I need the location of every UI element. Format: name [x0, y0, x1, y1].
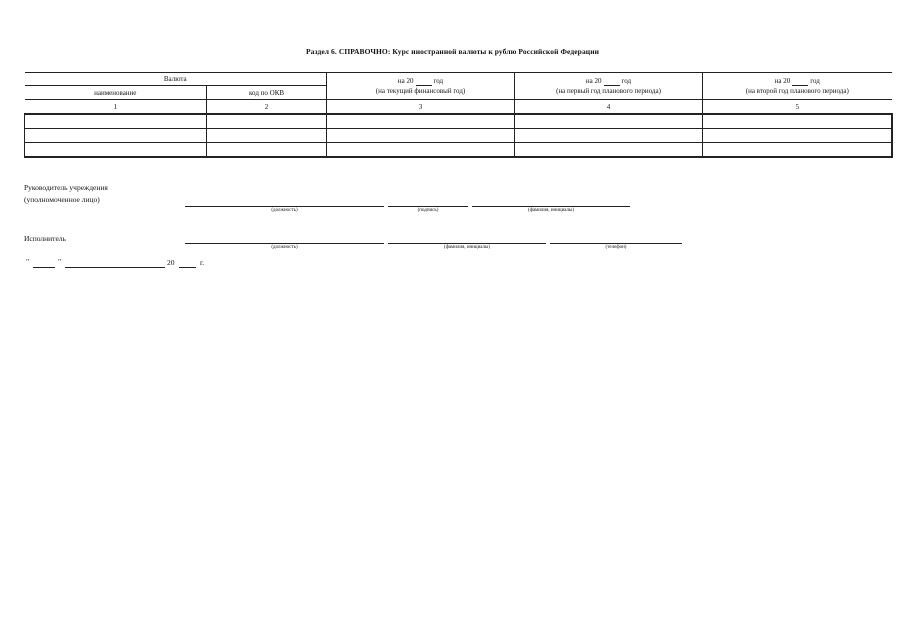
col4-suffix: год	[621, 77, 632, 85]
head-name-line[interactable]	[472, 206, 630, 207]
table-cell[interactable]	[703, 114, 892, 129]
currency-header: Валюта	[25, 73, 327, 86]
col-number: 4	[515, 100, 703, 115]
exec-phone-caption: (телефон)	[605, 245, 627, 250]
exec-position-caption: (должность)	[271, 245, 298, 250]
currency-rate-table	[24, 72, 893, 158]
table-cell[interactable]	[515, 143, 703, 158]
exec-name-line[interactable]	[388, 243, 546, 244]
head-position-caption: (должность)	[271, 208, 298, 213]
date-month-line[interactable]	[65, 267, 165, 268]
table-cell[interactable]	[25, 114, 207, 129]
table-row	[25, 114, 892, 129]
table-cell[interactable]	[703, 143, 892, 158]
table-row	[25, 129, 892, 143]
section-title: Раздел 6. СПРАВОЧНО: Курс иностранной валюты к рублю Российской Федерации	[305, 47, 600, 56]
head-label: Руководитель учреждения	[24, 183, 108, 192]
year-blank	[604, 78, 620, 86]
table-cell[interactable]	[207, 129, 327, 143]
col5-prefix: на 20	[774, 77, 791, 85]
exec-name-caption: (фамилия, инициалы)	[443, 245, 491, 250]
head-name-caption: (фамилия, инициалы)	[527, 208, 575, 213]
col-number: 5	[703, 100, 892, 115]
date-year-suffix: г.	[200, 258, 205, 267]
year-blank	[792, 78, 808, 86]
executor-label: Исполнитель	[24, 234, 66, 243]
date-quote-open: "	[26, 257, 30, 266]
exec-position-line[interactable]	[185, 243, 384, 244]
col-number: 2	[207, 100, 327, 115]
col-number: 1	[25, 100, 207, 115]
table-cell[interactable]	[25, 143, 207, 158]
year-blank	[416, 78, 432, 86]
col5-suffix: год	[810, 77, 820, 85]
col-code-header: код по ОКВ	[207, 86, 327, 100]
table-cell[interactable]	[327, 114, 515, 129]
table-cell[interactable]	[703, 129, 892, 143]
table-row	[25, 143, 892, 158]
date-year-prefix: 20	[167, 258, 175, 267]
date-day-line[interactable]	[33, 267, 55, 268]
table-cell[interactable]	[327, 143, 515, 158]
table-cell[interactable]	[327, 129, 515, 143]
col3-header	[327, 73, 515, 100]
col3-suffix: год	[433, 77, 444, 85]
table-cell[interactable]	[207, 114, 327, 129]
table-cell[interactable]	[515, 114, 703, 129]
table-cell[interactable]	[515, 129, 703, 143]
head-sublabel: (уполномоченное лицо)	[24, 195, 100, 204]
col3-sub: (на текущий финансовый год)	[375, 87, 466, 95]
table-cell[interactable]	[25, 129, 207, 143]
head-position-line[interactable]	[185, 206, 384, 207]
exec-phone-line[interactable]	[550, 243, 682, 244]
date-year-line[interactable]	[179, 267, 196, 268]
col5-sub: (на второй год планового периода)	[745, 87, 849, 95]
head-signature-line[interactable]	[388, 206, 468, 207]
col3-prefix: на 20	[397, 77, 414, 85]
date-quote-close: "	[58, 257, 62, 266]
col4-prefix: на 20	[585, 77, 602, 85]
col-name-header: наименование	[25, 86, 207, 100]
col4-sub: (на первый год планового периода)	[556, 87, 661, 95]
col5-header	[703, 73, 892, 100]
col4-header	[515, 73, 703, 100]
table-cell[interactable]	[207, 143, 327, 158]
col-number: 3	[327, 100, 515, 115]
head-signature-caption: (подпись)	[417, 208, 439, 213]
